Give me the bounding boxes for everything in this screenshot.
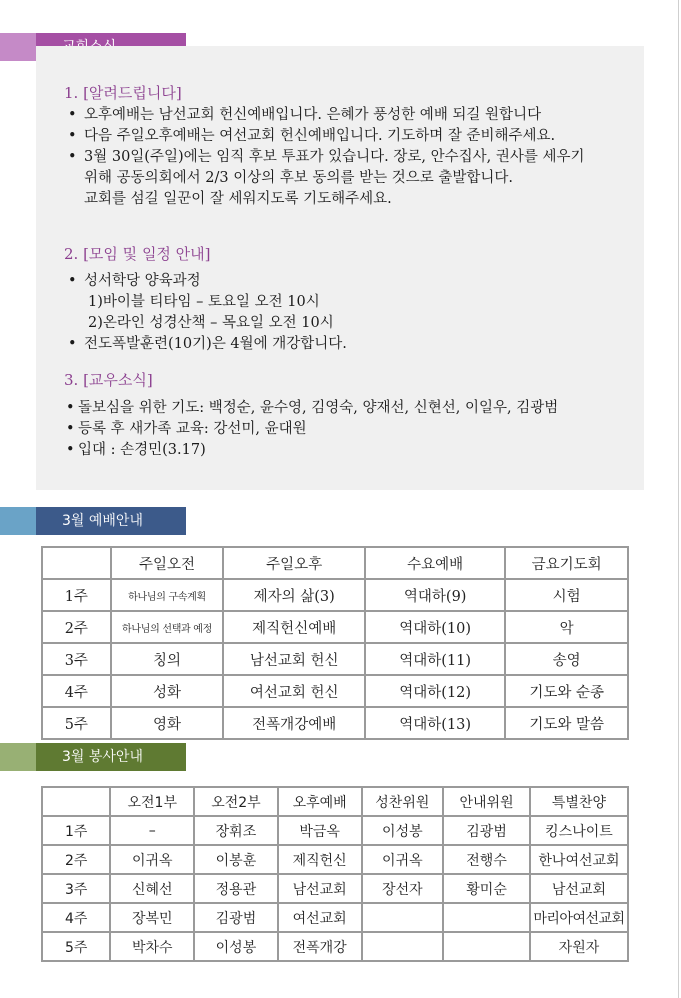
- table-row: [42, 845, 628, 874]
- news-box: [36, 46, 644, 490]
- service-section-title: 3월 봉사안내: [36, 743, 186, 771]
- header-cell: 금요기도회: [505, 547, 628, 579]
- table-cell: 장복민: [110, 903, 194, 932]
- header-cell: 특별찬양: [530, 787, 628, 816]
- table-cell: –: [110, 816, 194, 845]
- header-cell: [42, 787, 110, 816]
- news-header-accent: [0, 33, 36, 61]
- table-cell: 하나님의 구속계획: [111, 579, 224, 611]
- week-cell: 2주: [42, 845, 110, 874]
- header-cell: 안내위원: [443, 787, 530, 816]
- announcements-list: [66, 105, 585, 210]
- table-row: [42, 903, 628, 932]
- members-list: [66, 398, 558, 461]
- table-row: [42, 611, 628, 643]
- table-cell: 기도와 순종: [505, 675, 628, 707]
- table-cell: 제직헌신: [278, 845, 362, 874]
- table-cell: 역대하(10): [365, 611, 505, 643]
- table-cell: 신혜선: [110, 874, 194, 903]
- header-cell: 오후예배: [278, 787, 362, 816]
- table-cell: 역대하(9): [365, 579, 505, 611]
- table-cell: 킹스나이트: [530, 816, 628, 845]
- table-cell: [362, 932, 444, 961]
- table-header-row: [42, 547, 628, 579]
- header-cell: 수요예배: [365, 547, 505, 579]
- table-row: [42, 579, 628, 611]
- table-cell: 하나님의 선택과 예정: [111, 611, 224, 643]
- table-cell: [362, 903, 444, 932]
- table-row: [42, 816, 628, 845]
- table-cell: 영화: [111, 707, 224, 739]
- table-cell: 이귀옥: [362, 845, 444, 874]
- table-cell: 역대하(13): [365, 707, 505, 739]
- table-cell: 역대하(11): [365, 643, 505, 675]
- list-item: • 전도폭발훈련(10기)은 4월에 개강합니다.: [66, 334, 347, 355]
- table-cell: 여선교회 헌신: [223, 675, 365, 707]
- table-cell: 이성봉: [194, 932, 278, 961]
- table-cell: 박금옥: [278, 816, 362, 845]
- week-cell: 3주: [42, 643, 111, 675]
- table-cell: 남선교회: [530, 874, 628, 903]
- list-item: • 오후예배는 남선교회 헌신예배입니다. 은혜가 풍성한 예배 되길 원합니다: [66, 105, 585, 126]
- table-cell: 남선교회 헌신: [223, 643, 365, 675]
- week-cell: 2주: [42, 611, 111, 643]
- table-cell: 이성봉: [362, 816, 444, 845]
- list-item: • 등록 후 새가족 교육: 강선미, 윤대원: [66, 419, 558, 440]
- service-table: [41, 786, 629, 962]
- table-cell: 박차수: [110, 932, 194, 961]
- table-cell: 제직헌신예배: [223, 611, 365, 643]
- table-cell: 역대하(12): [365, 675, 505, 707]
- table-cell: 기도와 말씀: [505, 707, 628, 739]
- week-cell: 1주: [42, 579, 111, 611]
- header-cell: 주일오전: [111, 547, 224, 579]
- table-cell: 여선교회: [278, 903, 362, 932]
- week-cell: 5주: [42, 707, 111, 739]
- table-cell: 남선교회: [278, 874, 362, 903]
- table-row: [42, 675, 628, 707]
- table-cell: 송영: [505, 643, 628, 675]
- table-cell: 김광범: [194, 903, 278, 932]
- table-row: [42, 707, 628, 739]
- service-header-accent: [0, 743, 36, 771]
- week-cell: 5주: [42, 932, 110, 961]
- table-cell: [443, 903, 530, 932]
- announcements-heading: 1. [알려드립니다]: [64, 84, 182, 102]
- table-row: [42, 874, 628, 903]
- page-right-rule: [678, 0, 679, 998]
- week-cell: 4주: [42, 675, 111, 707]
- meetings-heading: 2. [모임 및 일정 안내]: [64, 245, 211, 263]
- worship-section-title: 3월 예배안내: [36, 507, 186, 535]
- list-item: • 입대 : 손경민(3.17): [66, 440, 558, 461]
- list-item-continuation: 교회를 섬길 일꾼이 잘 세워지도록 기도해주세요.: [84, 191, 392, 207]
- list-subitem: 2)온라인 성경산책 – 목요일 오전 10시: [88, 315, 334, 331]
- table-cell: 전폭개강예배: [223, 707, 365, 739]
- worship-header-accent: [0, 507, 36, 535]
- table-cell: 김광범: [443, 816, 530, 845]
- list-item: • 돌보심을 위한 기도: 백정순, 윤수영, 김영숙, 양재선, 신현선, 이일우, 김광범: [66, 398, 558, 419]
- week-cell: 4주: [42, 903, 110, 932]
- table-row: [42, 932, 628, 961]
- table-cell: 전폭개강: [278, 932, 362, 961]
- table-cell: 장선자: [362, 874, 444, 903]
- list-subitem: 1)바이블 티타임 – 토요일 오전 10시: [88, 294, 320, 310]
- header-cell: 성찬위원: [362, 787, 444, 816]
- header-cell: 오전2부: [194, 787, 278, 816]
- table-cell: 정용관: [194, 874, 278, 903]
- table-cell: 황미순: [443, 874, 530, 903]
- table-cell: 칭의: [111, 643, 224, 675]
- list-item: • 성서학당 양육과정: [66, 271, 347, 292]
- table-cell: [443, 932, 530, 961]
- worship-table: [41, 546, 629, 740]
- week-cell: 3주: [42, 874, 110, 903]
- list-item-continuation: 위해 공동의회에서 2/3 이상의 후보 동의를 받는 것으로 출발합니다.: [84, 170, 513, 186]
- table-cell: 전행수: [443, 845, 530, 874]
- meetings-list: [66, 271, 347, 355]
- list-item: • 다음 주일오후예배는 여선교회 헌신예배입니다. 기도하며 잘 준비해주세요.: [66, 126, 585, 147]
- table-cell: 제자의 삶(3): [223, 579, 365, 611]
- table-cell: 악: [505, 611, 628, 643]
- header-cell: [42, 547, 111, 579]
- table-cell: 장휘조: [194, 816, 278, 845]
- header-cell: 오전1부: [110, 787, 194, 816]
- table-cell: 한나여선교회: [530, 845, 628, 874]
- table-cell: 이봉훈: [194, 845, 278, 874]
- table-cell: 이귀옥: [110, 845, 194, 874]
- table-cell: 시험: [505, 579, 628, 611]
- table-cell: 성화: [111, 675, 224, 707]
- table-row: [42, 643, 628, 675]
- list-item: • 3월 30일(주일)에는 임직 후보 투표가 있습니다. 장로, 안수집사, 권사를 세우기: [66, 147, 585, 168]
- table-header-row: [42, 787, 628, 816]
- members-heading: 3. [교우소식]: [64, 371, 153, 389]
- table-cell: 자원자: [530, 932, 628, 961]
- week-cell: 1주: [42, 816, 110, 845]
- table-cell: 마리아여선교회: [530, 903, 628, 932]
- header-cell: 주일오후: [223, 547, 365, 579]
